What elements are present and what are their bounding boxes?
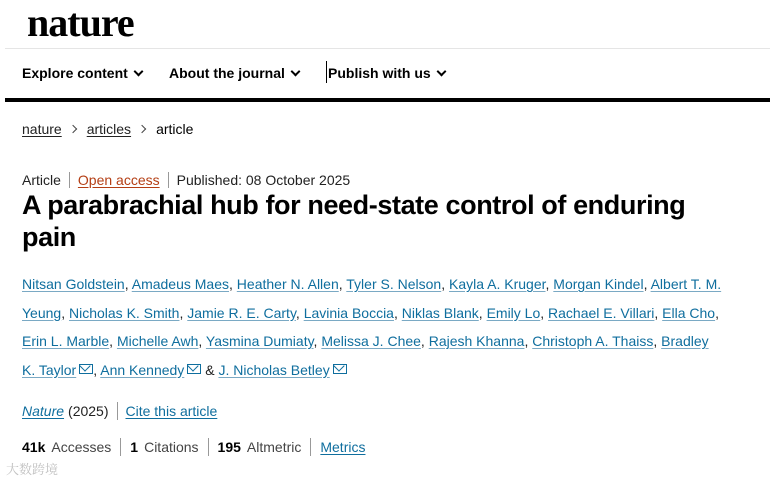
- accesses-count: 41k: [22, 439, 46, 455]
- breadcrumb-nature[interactable]: nature: [22, 121, 62, 137]
- mail-icon[interactable]: [333, 364, 347, 374]
- breadcrumb-articles[interactable]: articles: [86, 121, 132, 137]
- nature-logo[interactable]: nature: [27, 0, 134, 45]
- author-link[interactable]: Nitsan Goldstein: [22, 276, 125, 292]
- author-link[interactable]: Melissa J. Chee: [321, 333, 421, 349]
- divider: [208, 438, 209, 456]
- article-metrics: [22, 438, 365, 456]
- nav-about-journal[interactable]: [169, 65, 299, 81]
- altmetric-label: Altmetric: [246, 439, 302, 455]
- divider: [310, 438, 311, 456]
- article-title: A parabrachial hub for need-state control of enduring pain: [22, 190, 686, 252]
- accesses-label: Accesses: [51, 439, 112, 455]
- divider: [69, 172, 70, 188]
- metrics-link[interactable]: Metrics: [320, 439, 366, 455]
- publication-year: (2025): [68, 403, 109, 419]
- author-link[interactable]: Morgan Kindel: [553, 276, 644, 292]
- breadcrumb: [22, 121, 193, 137]
- author-link[interactable]: Amadeus Maes: [131, 276, 230, 292]
- author-separator: &: [205, 361, 215, 378]
- author-link[interactable]: Emily Lo: [486, 304, 541, 321]
- author-link[interactable]: Jamie R. E. Carty: [187, 304, 296, 321]
- nav-label: Explore content: [22, 65, 128, 81]
- chevron-down-icon: [436, 66, 446, 76]
- author-link[interactable]: Heather N. Allen: [236, 276, 339, 292]
- article-type: Article: [22, 172, 61, 188]
- nav-label: Publish with us: [328, 65, 431, 81]
- altmetric-score: 195: [217, 439, 241, 455]
- author-link[interactable]: Niklas Blank: [401, 304, 479, 321]
- author-link[interactable]: Erin L. Marble: [22, 333, 110, 349]
- mail-icon[interactable]: [187, 364, 201, 374]
- author-link[interactable]: Rachael E. Villari: [548, 304, 655, 321]
- chevron-right-icon: [138, 125, 146, 133]
- author-link[interactable]: Yasmina Dumiaty: [205, 333, 314, 349]
- site-header: [0, 0, 770, 48]
- journal-name-link[interactable]: Nature: [22, 403, 65, 419]
- author-link[interactable]: Bradley K. Taylor: [22, 333, 709, 378]
- cite-article-link[interactable]: Cite this article: [125, 403, 218, 419]
- author-link[interactable]: Nicholas K. Smith: [68, 304, 180, 321]
- open-access-link[interactable]: Open access: [77, 172, 160, 188]
- author-link[interactable]: Christoph A. Thaiss: [532, 333, 654, 349]
- breadcrumb-current: article: [156, 121, 194, 137]
- main-nav: [5, 48, 770, 102]
- watermark: 大数跨境: [6, 462, 59, 477]
- author-list: Nitsan Goldstein, Amadeus Maes, Heather N. Allen, Tyler S. Nelson, Kayla A. Kruger, Morgan Kindel, Albert T. M. Yeung, Nicholas K. Smith, Jamie R. E. Carty, Lavinia Boccia, Niklas Blank, Emily Lo, Rachael E. Villari, Ella Cho, Erin L. Marble, Michelle Awh, Yasmina Dumiaty, Melissa J. Chee, Rajesh Khanna, Christoph A. Thaiss, Bradley K. Taylor , Ann Kennedy & J. Nicholas Betley: [22, 276, 722, 378]
- author-link[interactable]: Kayla A. Kruger: [449, 276, 546, 292]
- chevron-down-icon: [290, 66, 300, 76]
- author-link[interactable]: Rajesh Khanna: [428, 333, 525, 349]
- author-link[interactable]: J. Nicholas Betley: [218, 361, 330, 378]
- citations-count: 1: [130, 439, 139, 455]
- divider: [117, 402, 118, 420]
- nav-label: About the journal: [169, 65, 285, 81]
- journal-citation-line: [22, 402, 217, 420]
- mail-icon[interactable]: [79, 364, 93, 374]
- author-link[interactable]: Ella Cho: [662, 304, 716, 321]
- author-link[interactable]: Tyler S. Nelson: [346, 276, 442, 292]
- nav-publish-with-us[interactable]: [328, 65, 445, 81]
- author-link[interactable]: Ann Kennedy: [100, 361, 185, 378]
- divider: [168, 172, 169, 188]
- chevron-down-icon: [133, 66, 143, 76]
- author-link[interactable]: Lavinia Boccia: [303, 304, 394, 321]
- author-link[interactable]: Michelle Awh: [116, 333, 199, 349]
- divider: [120, 438, 121, 456]
- author-link[interactable]: Albert T. M. Yeung: [22, 276, 722, 321]
- citations-label: Citations: [144, 439, 199, 455]
- published-date: Published: 08 October 2025: [176, 172, 351, 188]
- chevron-right-icon: [68, 125, 76, 133]
- nav-explore-content[interactable]: [22, 65, 142, 81]
- article-meta: [22, 172, 350, 188]
